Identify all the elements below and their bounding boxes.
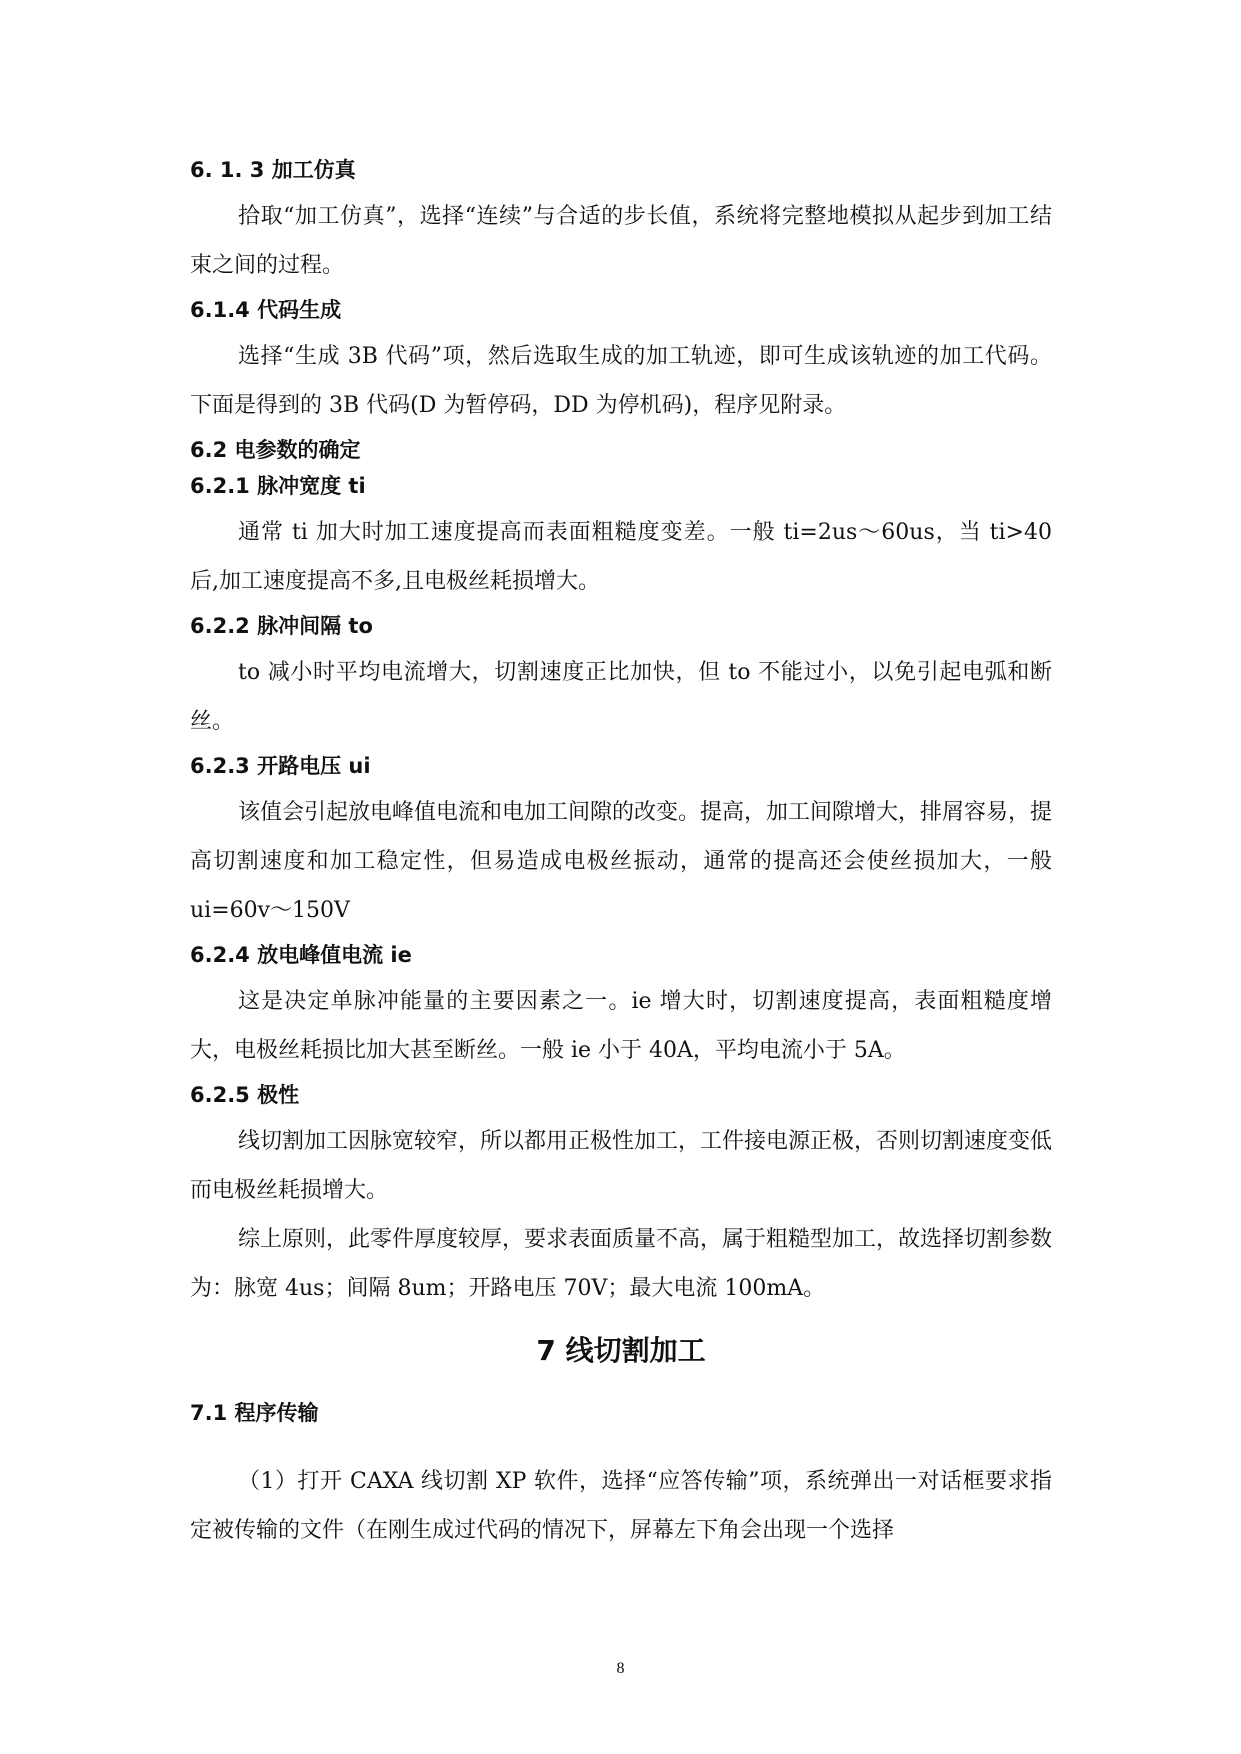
paragraph-6-2-3: 该值会引起放电峰值电流和电加工间隙的改变。提高，加工间隙增大，排屑容易，提高切割速度和加工稳定性，但易造成电极丝振动，通常的提高还会使丝损加大，一般 ui=60v～150V [190, 800, 1053, 923]
paragraph-6-2-1: 通常 ti 加大时加工速度提高而表面粗糙度变差。一般 ti=2us～60us，当 ti>40 后,加工速度提高不多,且电极丝耗损增大。 [190, 520, 1052, 594]
paragraph-6-1-3: 拾取“加工仿真”，选择“连续”与合适的步长值，系统将完整地模拟从起步到加工结束之间的过程。 [190, 204, 1052, 278]
spacer [190, 1435, 1052, 1457]
section-heading-6-2-5: 6.2.5 极性 [190, 1083, 300, 1107]
paragraph-6-2-4: 这是决定单脉冲能量的主要因素之一。ie 增大时，切割速度提高，表面粗糙度增大，电极丝耗损比加大甚至断丝。一般 ie 小于 40A，平均电流小于 5A。 [190, 989, 1052, 1063]
section-heading-6-2-1: 6.2.1 脉冲宽度 ti [190, 474, 366, 498]
section-heading-6-2-2: 6.2.2 脉冲间隔 to [190, 614, 373, 638]
section-heading-6-2-3: 6.2.3 开路电压 ui [190, 754, 371, 778]
paragraph-6-2-5-b: 综上原则，此零件厚度较厚，要求表面质量不高，属于粗糙型加工，故选择切割参数为：脉宽 4us；间隔 8um；开路电压 70V；最大电流 100mA。 [190, 1227, 1053, 1301]
page-number: 8 [616, 1660, 625, 1677]
paragraph-6-2-2: to 减小时平均电流增大，切割速度正比加快，但 to 不能过小，以免引起电弧和断丝。 [190, 660, 1052, 734]
section-heading-7-1: 7.1 程序传输 [190, 1401, 319, 1425]
section-heading-6-2: 6.2 电参数的确定 [190, 438, 361, 462]
section-heading-6-2-4: 6.2.4 放电峰值电流 ie [190, 943, 412, 967]
paragraph-6-2-5-a: 线切割加工因脉宽较窄，所以都用正极性加工，工件接电源正极，否则切割速度变低而电极丝耗损增大。 [190, 1129, 1053, 1203]
section-heading-6-1-3: 6. 1. 3 加工仿真 [190, 158, 356, 182]
paragraph-7-1: （1）打开 CAXA 线切割 XP 软件，选择“应答传输”项，系统弹出一对话框要求指定被传输的文件（在刚生成过代码的情况下，屏幕左下角会出现一个选择 [190, 1469, 1052, 1543]
chapter-title: 7 线切割加工 [536, 1334, 706, 1367]
section-heading-6-1-4: 6.1.4 代码生成 [190, 298, 342, 322]
paragraph-6-1-4: 选择“生成 3B 代码”项，然后选取生成的加工轨迹，即可生成该轨迹的加工代码。下面是得到的 3B 代码(D 为暂停码，DD 为停机码)，程序见附录。 [190, 344, 1052, 418]
page-content [190, 156, 1052, 1561]
